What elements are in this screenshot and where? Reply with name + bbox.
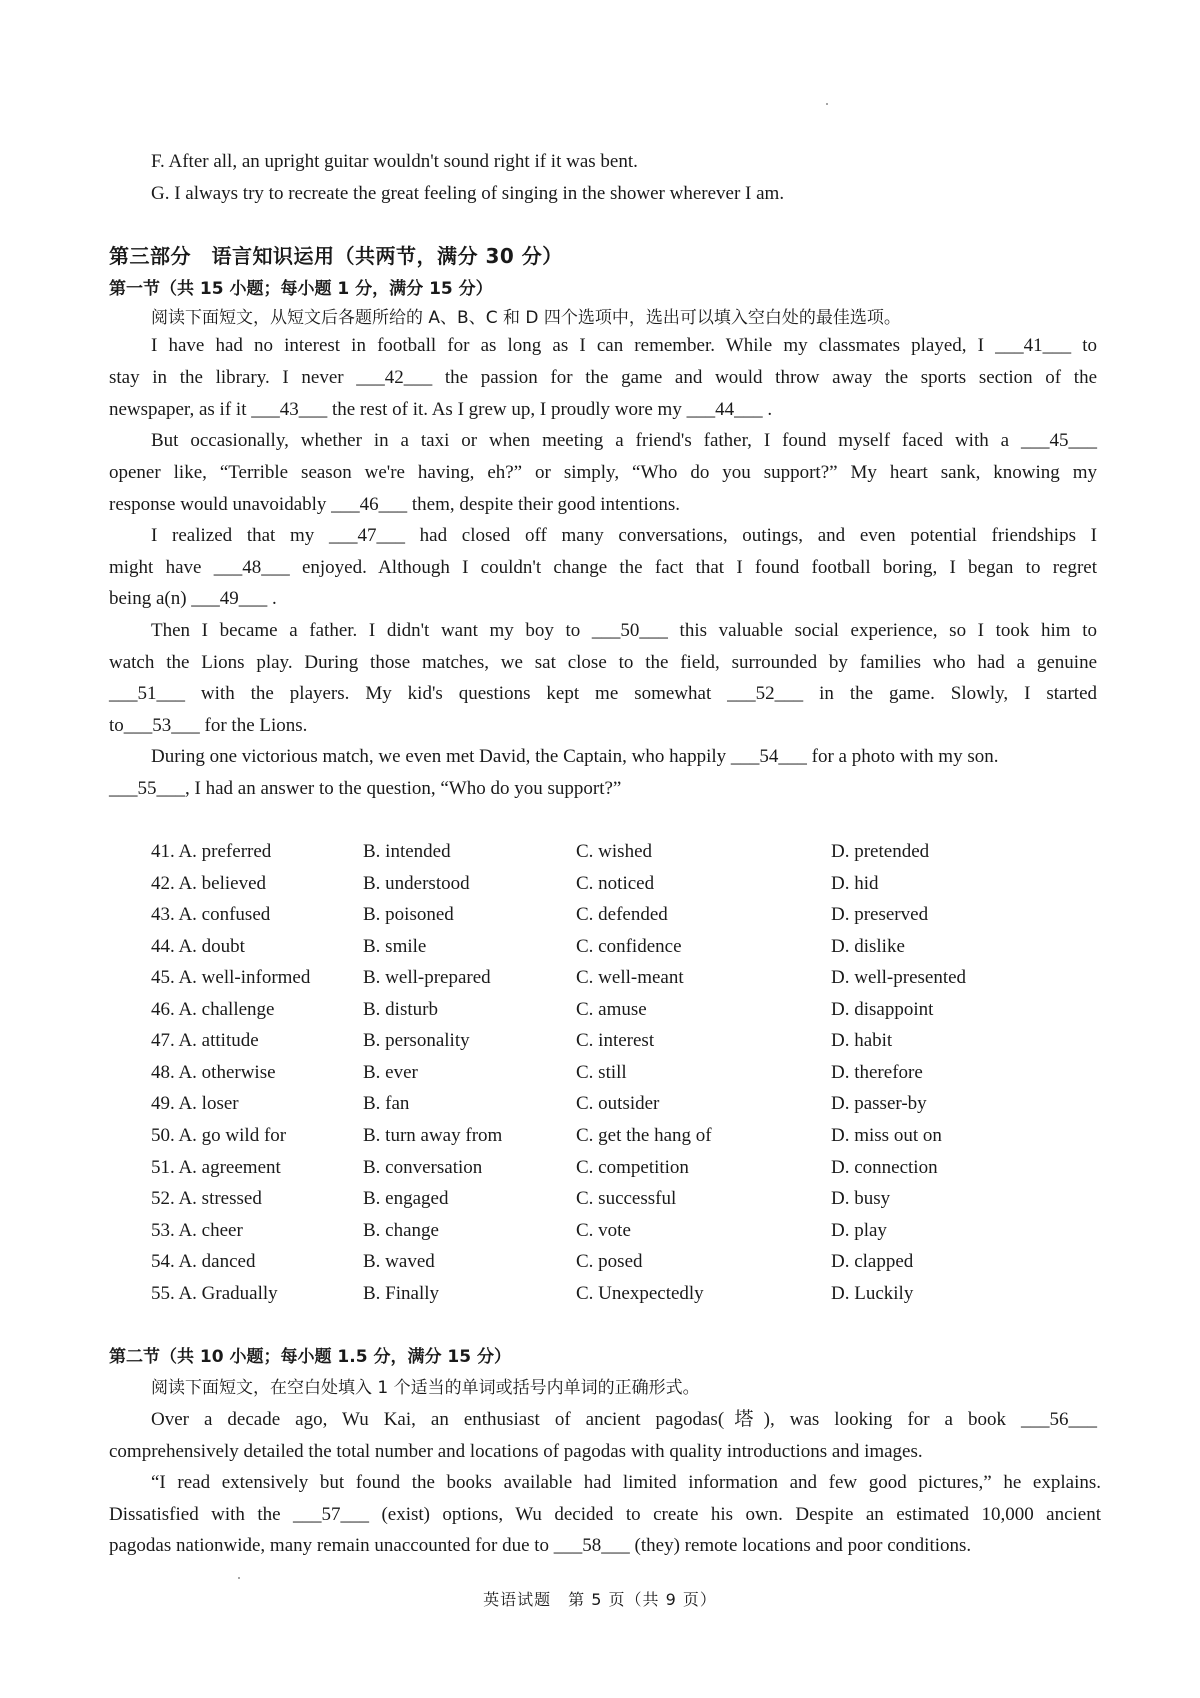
option-b: B. poisoned [363, 904, 454, 925]
question-row [0, 998, 1200, 1022]
option-d: D. habit [831, 1030, 893, 1051]
option-b: B. well-prepared [363, 967, 491, 988]
question-row [0, 872, 1200, 896]
option-a: 53. A. cheer [151, 1220, 243, 1241]
section1-heading: 第一节（共 15 小题；每小题 1 分，满分 15 分） [109, 279, 493, 299]
option-a: 49. A. loser [151, 1093, 239, 1114]
passage-line: Then I became a father. I didn't want my boy to ___50___ this valuable social experience, so I took him to [151, 620, 1097, 641]
question-row [0, 1156, 1200, 1180]
question-row [0, 1061, 1200, 1085]
question-row [0, 840, 1200, 864]
passage-line: During one victorious match, we even met David, the Captain, who happily ___54___ for a photo with my son. [151, 746, 999, 767]
option-d: D. well-presented [831, 967, 967, 988]
passage-line: might have ___48___ enjoyed. Although I couldn't change the fact that I found football boring, I began to regret [109, 557, 1097, 578]
option-g: G. I always try to recreate the great feeling of singing in the shower wherever I am. [151, 183, 785, 204]
option-c: C. Unexpectedly [576, 1283, 704, 1304]
option-d: D. clapped [831, 1251, 914, 1272]
option-d: D. Luckily [831, 1283, 914, 1304]
option-b: B. change [363, 1220, 439, 1241]
option-f: F. After all, an upright guitar wouldn't sound right if it was bent. [151, 151, 638, 172]
option-a: 44. A. doubt [151, 936, 245, 957]
option-a: 51. A. agreement [151, 1157, 281, 1178]
option-a: 41. A. preferred [151, 841, 272, 862]
option-c: C. defended [576, 904, 668, 925]
section1-instruction: 阅读下面短文，从短文后各题所给的 A、B、C 和 D 四个选项中，选出可以填入空白处的最佳选项。 [151, 308, 901, 328]
passage-line: I have had no interest in football for as long as I can remember. While my classmates played, I ___41___ to [151, 335, 1097, 356]
option-d: D. connection [831, 1157, 938, 1178]
option-c: C. outsider [576, 1093, 660, 1114]
option-b: B. understood [363, 873, 470, 894]
option-b: B. fan [363, 1093, 410, 1114]
option-b: B. personality [363, 1030, 470, 1051]
option-a: 50. A. go wild for [151, 1125, 287, 1146]
passage-line: being a(n) ___49___ . [109, 588, 277, 609]
option-b: B. waved [363, 1251, 435, 1272]
option-a: 45. A. well-informed [151, 967, 311, 988]
option-b: B. Finally [363, 1283, 440, 1304]
option-b: B. ever [363, 1062, 418, 1083]
passage-line: opener like, “Terrible season we're having, eh?” or simply, “Who do you support?” My heart sank, knowing my [109, 462, 1097, 483]
option-d: D. therefore [831, 1062, 923, 1083]
section2-heading: 第二节（共 10 小题；每小题 1.5 分，满分 15 分） [109, 1347, 511, 1367]
passage-line: ___55___, I had an answer to the question, “Who do you support?” [109, 778, 622, 799]
scan-speck [826, 103, 828, 105]
passage-line: watch the Lions play. During those matches, we sat close to the field, surrounded by families who had a genuine [109, 652, 1097, 673]
passage-line: comprehensively detailed the total number and locations of pagodas with quality introductions and images. [109, 1441, 923, 1462]
question-row [0, 1029, 1200, 1053]
option-d: D. passer-by [831, 1093, 927, 1114]
option-a: 55. A. Gradually [151, 1283, 278, 1304]
option-a: 43. A. confused [151, 904, 271, 925]
option-c: C. well-meant [576, 967, 684, 988]
option-c: C. get the hang of [576, 1125, 712, 1146]
page-footer: 英语试题 第 5 页（共 9 页） [483, 1590, 717, 1609]
question-row [0, 1092, 1200, 1116]
option-b: B. conversation [363, 1157, 483, 1178]
option-b: B. smile [363, 936, 427, 957]
option-c: C. noticed [576, 873, 655, 894]
option-c: C. posed [576, 1251, 643, 1272]
option-a: 47. A. attitude [151, 1030, 259, 1051]
option-d: D. miss out on [831, 1125, 942, 1146]
question-row [0, 1187, 1200, 1211]
option-d: D. preserved [831, 904, 929, 925]
question-row [0, 966, 1200, 990]
passage-line: Over a decade ago, Wu Kai, an enthusiast of ancient pagodas(塔), was looking for a book ___56___ [151, 1409, 1097, 1430]
option-c: C. still [576, 1062, 627, 1083]
option-b: B. disturb [363, 999, 438, 1020]
option-a: 52. A. stressed [151, 1188, 262, 1209]
question-row [0, 1250, 1200, 1274]
option-d: D. play [831, 1220, 887, 1241]
question-row [0, 1124, 1200, 1148]
passage-line: newspaper, as if it ___43___ the rest of it. As I grew up, I proudly wore my ___44___ . [109, 399, 773, 420]
option-a: 54. A. danced [151, 1251, 256, 1272]
scan-speck [238, 1577, 240, 1579]
question-row [0, 1219, 1200, 1243]
option-c: C. successful [576, 1188, 677, 1209]
option-a: 46. A. challenge [151, 999, 275, 1020]
question-row [0, 1282, 1200, 1306]
section2-instruction: 阅读下面短文，在空白处填入 1 个适当的单词或括号内单词的正确形式。 [151, 1378, 700, 1398]
part3-heading: 第三部分 语言知识运用（共两节，满分 30 分） [109, 244, 563, 268]
option-d: D. dislike [831, 936, 905, 957]
option-c: C. amuse [576, 999, 647, 1020]
question-row [0, 903, 1200, 927]
option-b: B. turn away from [363, 1125, 503, 1146]
option-d: D. pretended [831, 841, 930, 862]
option-c: C. interest [576, 1030, 655, 1051]
passage-line: ___51___ with the players. My kid's questions kept me somewhat ___52___ in the game. Slowly, I started [109, 683, 1097, 704]
passage-line: pagodas nationwide, many remain unaccounted for due to ___58___ (they) remote locations and poor conditions. [109, 1535, 972, 1556]
option-c: C. competition [576, 1157, 689, 1178]
option-b: B. intended [363, 841, 451, 862]
passage-line: But occasionally, whether in a taxi or when meeting a friend's father, I found myself faced with a ___45___ [151, 430, 1097, 451]
option-d: D. busy [831, 1188, 891, 1209]
option-a: 48. A. otherwise [151, 1062, 276, 1083]
passage-line: Dissatisfied with the ___57___ (exist) options, Wu decided to create his own. Despite an estimated 10,000 ancient [109, 1504, 1101, 1525]
passage-line: stay in the library. I never ___42___ the passion for the game and would throw away the sports section of the [109, 367, 1097, 388]
question-row [0, 935, 1200, 959]
passage-line: response would unavoidably ___46___ them, despite their good intentions. [109, 494, 680, 515]
option-a: 42. A. believed [151, 873, 267, 894]
passage-line: “I read extensively but found the books available had limited information and few good pictures,” he explains. [151, 1472, 1101, 1493]
option-b: B. engaged [363, 1188, 449, 1209]
option-d: D. hid [831, 873, 879, 894]
passage-line: I realized that my ___47___ had closed off many conversations, outings, and even potential friendships I [151, 525, 1097, 546]
option-c: C. confidence [576, 936, 682, 957]
option-d: D. disappoint [831, 999, 934, 1020]
option-c: C. vote [576, 1220, 631, 1241]
option-c: C. wished [576, 841, 652, 862]
passage-line: to___53___ for the Lions. [109, 715, 308, 736]
